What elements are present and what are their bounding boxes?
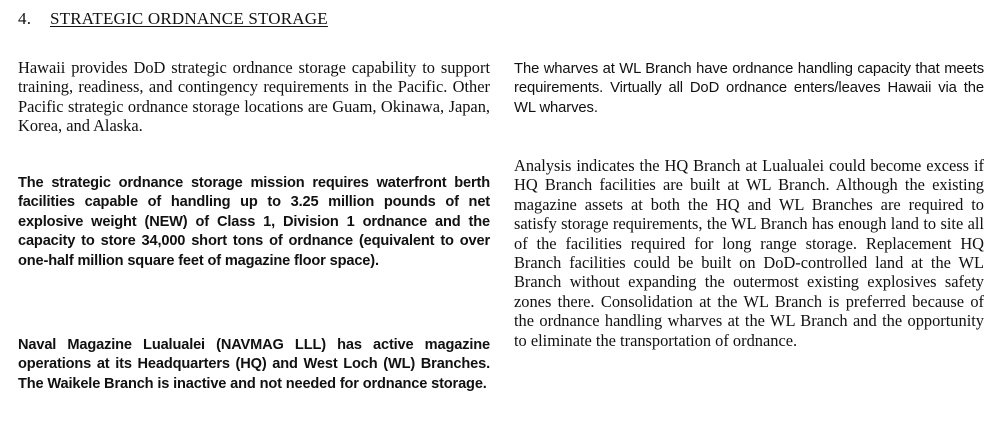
paragraph-wl-wharves: The wharves at WL Branch have ordnance handling capacity that meets requirements. Virtually all DoD ordnance enters/leaves Hawaii via the WL wharves. <box>514 61 984 116</box>
paragraph-storage-mission-requirements: The strategic ordnance storage mission requires waterfront berth facilities capable of handling up to 3.25 million pounds of net explosive weight (NEW) of Class 1, Division 1 ordnance and the capacity to store 34,000 short tons of ordnance (equivalent to over one-half million square feet of magazine floor space). <box>18 175 490 269</box>
paragraph-navmag-lualualei: Naval Magazine Lualualei (NAVMAG LLL) has active magazine operations at its Headquarters (HQ) and West Loch (WL) Branches. The Waikele Branch is inactive and not needed for ordnance storage. <box>18 337 490 392</box>
section-number: 4. <box>18 9 32 28</box>
section-title: STRATEGIC ORDNANCE STORAGE <box>50 9 328 28</box>
paragraph-pacific-storage-locations: Hawaii provides DoD strategic ordnance storage capability to support training, readiness, and contingency requirements in the Pacific. Other Pacific strategic ordnance storage locations are Guam, Okinawa, Japan, Korea, and Alaska. <box>18 58 490 136</box>
section-heading <box>18 8 328 30</box>
paragraph-consolidation-analysis: Analysis indicates the HQ Branch at Lualualei could become excess if HQ Branch facilities are built at WL Branch. Although the existing magazine assets at both the HQ and WL Branches are required to satisfy storage requirements, the WL Branch has enough land to site all of the facilities required for long range storage. Replacement HQ Branch facilities could be built on DoD-controlled land at the WL Branch without expanding the outermost existing explosives safety zones there. Consolidation at the WL Branch is preferred because of the ordnance handling wharves at the WL Branch and the opportunity to eliminate the transportation of ordnance. <box>514 156 984 350</box>
